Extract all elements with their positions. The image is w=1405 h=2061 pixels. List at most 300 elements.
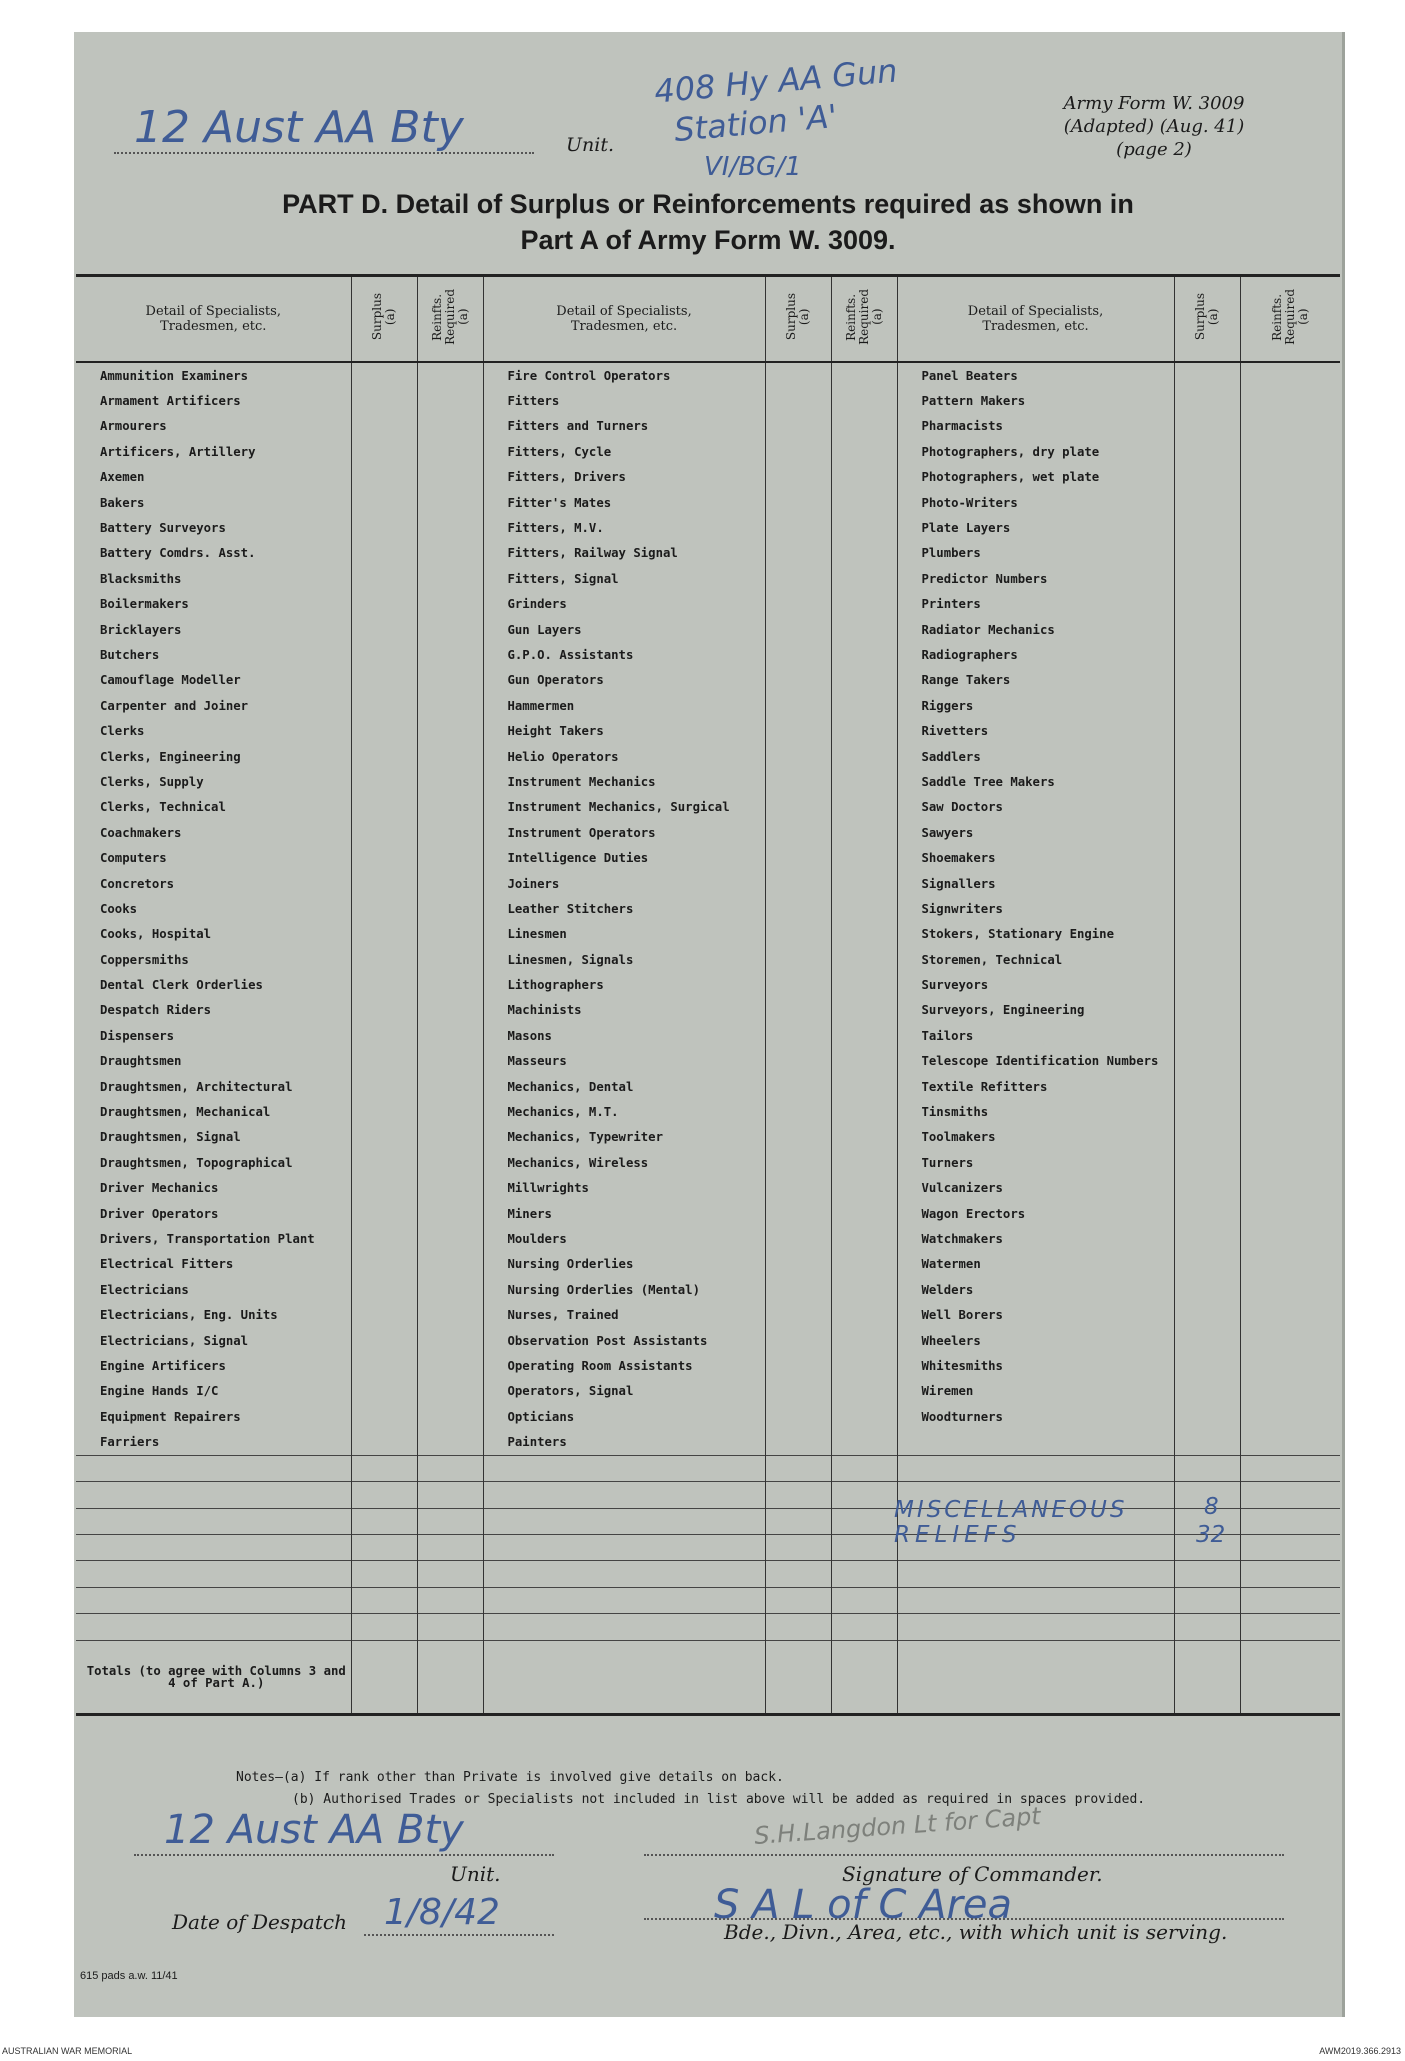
reinfts-cell[interactable]: [417, 769, 483, 794]
surplus-cell[interactable]: [1174, 1049, 1240, 1074]
blank-cell[interactable]: [1240, 1561, 1340, 1587]
surplus-cell[interactable]: [1174, 947, 1240, 972]
surplus-cell[interactable]: [1174, 1353, 1240, 1378]
blank-cell[interactable]: [76, 1587, 351, 1613]
reinfts-cell[interactable]: [1240, 1150, 1340, 1175]
reinfts-cell[interactable]: [1240, 1302, 1340, 1327]
surplus-cell[interactable]: [351, 972, 417, 997]
surplus-cell[interactable]: [351, 1302, 417, 1327]
surplus-cell[interactable]: [351, 1150, 417, 1175]
reinfts-cell[interactable]: [831, 414, 897, 439]
reinfts-cell[interactable]: [417, 1379, 483, 1404]
reinfts-cell[interactable]: [831, 972, 897, 997]
surplus-cell[interactable]: [1174, 1074, 1240, 1099]
reinfts-cell[interactable]: [1240, 439, 1340, 464]
reinfts-cell[interactable]: [1240, 744, 1340, 769]
reinfts-cell[interactable]: [417, 795, 483, 820]
reinfts-cell[interactable]: [1240, 592, 1340, 617]
totals-cell[interactable]: [483, 1640, 765, 1714]
surplus-cell[interactable]: [1174, 1023, 1240, 1048]
reinfts-cell[interactable]: [417, 845, 483, 870]
surplus-cell[interactable]: [1174, 1099, 1240, 1124]
totals-cell[interactable]: [351, 1640, 417, 1714]
reinfts-cell[interactable]: [1240, 1023, 1340, 1048]
blank-cell[interactable]: [483, 1455, 765, 1481]
blank-cell[interactable]: [351, 1455, 417, 1481]
surplus-cell[interactable]: [765, 769, 831, 794]
surplus-cell[interactable]: [765, 1049, 831, 1074]
reinfts-cell[interactable]: [1240, 972, 1340, 997]
reinfts-cell[interactable]: [1240, 465, 1340, 490]
reinfts-cell[interactable]: [1240, 947, 1340, 972]
totals-cell[interactable]: [1174, 1640, 1240, 1714]
blank-cell[interactable]: [1174, 1455, 1240, 1481]
reinfts-cell[interactable]: [831, 1176, 897, 1201]
reinfts-cell[interactable]: [831, 1252, 897, 1277]
reinfts-cell[interactable]: [1240, 1226, 1340, 1251]
reinfts-cell[interactable]: [831, 515, 897, 540]
reinfts-cell[interactable]: [417, 1353, 483, 1378]
reinfts-cell[interactable]: [417, 592, 483, 617]
surplus-cell[interactable]: [1174, 617, 1240, 642]
blank-cell[interactable]: [1174, 1614, 1240, 1640]
surplus-cell[interactable]: [765, 1074, 831, 1099]
reinfts-cell[interactable]: [831, 1328, 897, 1353]
surplus-cell[interactable]: [765, 465, 831, 490]
reinfts-cell[interactable]: [831, 566, 897, 591]
blank-cell[interactable]: [351, 1614, 417, 1640]
reinfts-cell[interactable]: [1240, 1049, 1340, 1074]
reinfts-cell[interactable]: [831, 744, 897, 769]
reinfts-cell[interactable]: [831, 947, 897, 972]
surplus-cell[interactable]: [1174, 795, 1240, 820]
blank-cell[interactable]: [831, 1561, 897, 1587]
blank-cell[interactable]: [831, 1534, 897, 1560]
reinfts-cell[interactable]: [417, 1302, 483, 1327]
blank-cell[interactable]: [1240, 1482, 1340, 1508]
reinfts-cell[interactable]: [417, 642, 483, 667]
surplus-cell[interactable]: [351, 541, 417, 566]
reinfts-cell[interactable]: [417, 1049, 483, 1074]
reinfts-cell[interactable]: [417, 871, 483, 896]
blank-cell[interactable]: [351, 1482, 417, 1508]
surplus-cell[interactable]: [351, 388, 417, 413]
reinfts-cell[interactable]: [831, 820, 897, 845]
surplus-cell[interactable]: [765, 947, 831, 972]
surplus-cell[interactable]: [765, 1404, 831, 1429]
blank-cell[interactable]: [76, 1508, 351, 1534]
reinfts-cell[interactable]: [417, 896, 483, 921]
reinfts-cell[interactable]: [831, 362, 897, 388]
surplus-cell[interactable]: [1174, 1379, 1240, 1404]
blank-cell[interactable]: [765, 1508, 831, 1534]
blank-cell[interactable]: [765, 1534, 831, 1560]
reinfts-cell[interactable]: [1240, 388, 1340, 413]
reinfts-cell[interactable]: [831, 1379, 897, 1404]
reinfts-cell[interactable]: [1240, 922, 1340, 947]
reinfts-cell[interactable]: [831, 1353, 897, 1378]
reinfts-cell[interactable]: [417, 1252, 483, 1277]
surplus-cell[interactable]: [351, 1277, 417, 1302]
surplus-cell[interactable]: [765, 1429, 831, 1455]
reinfts-cell[interactable]: [831, 845, 897, 870]
reinfts-cell[interactable]: [831, 922, 897, 947]
reinfts-cell[interactable]: [1240, 1125, 1340, 1150]
blank-cell[interactable]: [76, 1482, 351, 1508]
surplus-cell[interactable]: [351, 617, 417, 642]
surplus-cell[interactable]: [351, 820, 417, 845]
reinfts-cell[interactable]: [831, 465, 897, 490]
surplus-cell[interactable]: [765, 439, 831, 464]
reinfts-cell[interactable]: [417, 1277, 483, 1302]
blank-cell[interactable]: [1240, 1614, 1340, 1640]
reinfts-cell[interactable]: [1240, 998, 1340, 1023]
reinfts-cell[interactable]: [831, 642, 897, 667]
reinfts-cell[interactable]: [417, 1176, 483, 1201]
blank-cell[interactable]: [351, 1534, 417, 1560]
surplus-cell[interactable]: [765, 1379, 831, 1404]
surplus-cell[interactable]: [765, 617, 831, 642]
blank-cell[interactable]: [417, 1455, 483, 1481]
reinfts-cell[interactable]: [1240, 896, 1340, 921]
reinfts-cell[interactable]: [417, 439, 483, 464]
surplus-cell[interactable]: [1174, 515, 1240, 540]
surplus-cell[interactable]: [351, 845, 417, 870]
surplus-cell[interactable]: [1174, 1150, 1240, 1175]
reinfts-cell[interactable]: [417, 617, 483, 642]
surplus-cell[interactable]: [351, 414, 417, 439]
surplus-cell[interactable]: [1174, 693, 1240, 718]
surplus-cell[interactable]: [351, 693, 417, 718]
reinfts-cell[interactable]: [831, 1404, 897, 1429]
reinfts-cell[interactable]: [417, 972, 483, 997]
surplus-cell[interactable]: [1174, 1252, 1240, 1277]
blank-cell[interactable]: [831, 1614, 897, 1640]
blank-cell[interactable]: [1240, 1587, 1340, 1613]
blank-cell[interactable]: [1240, 1534, 1340, 1560]
surplus-cell[interactable]: [351, 1404, 417, 1429]
reinfts-cell[interactable]: [831, 617, 897, 642]
reinfts-cell[interactable]: [831, 388, 897, 413]
surplus-cell[interactable]: [351, 490, 417, 515]
reinfts-cell[interactable]: [417, 1429, 483, 1455]
reinfts-cell[interactable]: [1240, 1328, 1340, 1353]
surplus-cell[interactable]: [765, 820, 831, 845]
reinfts-cell[interactable]: [1240, 871, 1340, 896]
blank-cell[interactable]: [351, 1587, 417, 1613]
reinfts-cell[interactable]: [1240, 566, 1340, 591]
surplus-cell[interactable]: [765, 1150, 831, 1175]
reinfts-cell[interactable]: [831, 668, 897, 693]
blank-cell[interactable]: [1240, 1508, 1340, 1534]
reinfts-cell[interactable]: [417, 388, 483, 413]
surplus-cell[interactable]: [351, 1379, 417, 1404]
reinfts-cell[interactable]: [1240, 668, 1340, 693]
surplus-cell[interactable]: [1174, 465, 1240, 490]
blank-cell[interactable]: [483, 1587, 765, 1613]
surplus-cell[interactable]: [765, 693, 831, 718]
reinfts-cell[interactable]: [831, 1226, 897, 1251]
reinfts-cell[interactable]: [1240, 795, 1340, 820]
reinfts-cell[interactable]: [831, 1125, 897, 1150]
blank-cell[interactable]: [351, 1561, 417, 1587]
blank-cell[interactable]: [765, 1561, 831, 1587]
surplus-cell[interactable]: [1174, 871, 1240, 896]
blank-cell[interactable]: [417, 1587, 483, 1613]
surplus-cell[interactable]: [1174, 566, 1240, 591]
reinfts-cell[interactable]: [417, 541, 483, 566]
surplus-cell[interactable]: [351, 769, 417, 794]
surplus-cell[interactable]: [351, 642, 417, 667]
totals-cell[interactable]: [1240, 1640, 1340, 1714]
reinfts-cell[interactable]: [417, 465, 483, 490]
reinfts-cell[interactable]: [1240, 845, 1340, 870]
surplus-cell[interactable]: [351, 947, 417, 972]
surplus-cell[interactable]: [765, 490, 831, 515]
surplus-cell[interactable]: [765, 1252, 831, 1277]
reinfts-cell[interactable]: [417, 1074, 483, 1099]
reinfts-cell[interactable]: [417, 820, 483, 845]
surplus-cell[interactable]: [1174, 1277, 1240, 1302]
surplus-cell[interactable]: [1174, 439, 1240, 464]
reinfts-cell[interactable]: [831, 1429, 897, 1455]
surplus-cell[interactable]: [351, 1201, 417, 1226]
blank-cell[interactable]: [831, 1587, 897, 1613]
reinfts-cell[interactable]: [417, 1150, 483, 1175]
reinfts-cell[interactable]: [417, 718, 483, 743]
surplus-cell[interactable]: [351, 515, 417, 540]
surplus-cell[interactable]: [765, 541, 831, 566]
surplus-cell[interactable]: [765, 1226, 831, 1251]
surplus-cell[interactable]: [1174, 490, 1240, 515]
surplus-cell[interactable]: [1174, 1429, 1240, 1455]
reinfts-cell[interactable]: [417, 566, 483, 591]
reinfts-cell[interactable]: [1240, 414, 1340, 439]
surplus-cell[interactable]: [1174, 1125, 1240, 1150]
blank-cell[interactable]: [417, 1482, 483, 1508]
reinfts-cell[interactable]: [831, 1302, 897, 1327]
surplus-cell[interactable]: [1174, 845, 1240, 870]
reinfts-cell[interactable]: [831, 1201, 897, 1226]
blank-cell[interactable]: [831, 1455, 897, 1481]
surplus-cell[interactable]: [765, 1201, 831, 1226]
reinfts-cell[interactable]: [417, 1023, 483, 1048]
surplus-cell[interactable]: [351, 718, 417, 743]
surplus-cell[interactable]: [765, 871, 831, 896]
surplus-cell[interactable]: [1174, 922, 1240, 947]
blank-cell[interactable]: [417, 1508, 483, 1534]
reinfts-cell[interactable]: [1240, 541, 1340, 566]
blank-cell[interactable]: [765, 1482, 831, 1508]
reinfts-cell[interactable]: [417, 668, 483, 693]
blank-cell[interactable]: [417, 1534, 483, 1560]
reinfts-cell[interactable]: [417, 362, 483, 388]
surplus-cell[interactable]: [765, 998, 831, 1023]
surplus-cell[interactable]: [765, 845, 831, 870]
surplus-cell[interactable]: [351, 1226, 417, 1251]
reinfts-cell[interactable]: [1240, 1099, 1340, 1124]
surplus-cell[interactable]: [351, 668, 417, 693]
reinfts-cell[interactable]: [417, 490, 483, 515]
reinfts-cell[interactable]: [417, 744, 483, 769]
surplus-cell[interactable]: [1174, 718, 1240, 743]
totals-cell[interactable]: [897, 1640, 1174, 1714]
blank-cell[interactable]: [897, 1561, 1174, 1587]
reinfts-cell[interactable]: [417, 1404, 483, 1429]
reinfts-cell[interactable]: [1240, 1176, 1340, 1201]
surplus-cell[interactable]: [765, 515, 831, 540]
surplus-cell[interactable]: [1174, 896, 1240, 921]
reinfts-cell[interactable]: [831, 541, 897, 566]
surplus-cell[interactable]: [351, 566, 417, 591]
reinfts-cell[interactable]: [831, 896, 897, 921]
blank-cell[interactable]: [765, 1455, 831, 1481]
surplus-cell[interactable]: [765, 1328, 831, 1353]
blank-cell[interactable]: [1174, 1587, 1240, 1613]
surplus-cell[interactable]: [351, 465, 417, 490]
surplus-cell[interactable]: [765, 718, 831, 743]
reinfts-cell[interactable]: [831, 1099, 897, 1124]
surplus-cell[interactable]: [1174, 1328, 1240, 1353]
reinfts-cell[interactable]: [1240, 515, 1340, 540]
reinfts-cell[interactable]: [1240, 1379, 1340, 1404]
surplus-cell[interactable]: [1174, 668, 1240, 693]
surplus-cell[interactable]: [1174, 998, 1240, 1023]
blank-cell[interactable]: [1174, 1561, 1240, 1587]
reinfts-cell[interactable]: [417, 998, 483, 1023]
surplus-cell[interactable]: [1174, 1176, 1240, 1201]
surplus-cell[interactable]: [1174, 414, 1240, 439]
reinfts-cell[interactable]: [1240, 362, 1340, 388]
blank-cell[interactable]: [831, 1508, 897, 1534]
surplus-cell[interactable]: [351, 1023, 417, 1048]
surplus-cell[interactable]: [765, 1302, 831, 1327]
surplus-cell[interactable]: [1174, 388, 1240, 413]
reinfts-cell[interactable]: [831, 871, 897, 896]
reinfts-cell[interactable]: [417, 1125, 483, 1150]
reinfts-cell[interactable]: [1240, 1201, 1340, 1226]
surplus-cell[interactable]: [351, 1074, 417, 1099]
reinfts-cell[interactable]: [831, 795, 897, 820]
blank-cell[interactable]: [897, 1455, 1174, 1481]
surplus-cell[interactable]: [1174, 769, 1240, 794]
surplus-cell[interactable]: [351, 1176, 417, 1201]
totals-cell[interactable]: [417, 1640, 483, 1714]
surplus-cell[interactable]: [765, 1125, 831, 1150]
reinfts-cell[interactable]: [831, 592, 897, 617]
reinfts-cell[interactable]: [1240, 642, 1340, 667]
blank-cell[interactable]: [351, 1508, 417, 1534]
blank-cell[interactable]: [483, 1561, 765, 1587]
blank-cell[interactable]: [897, 1614, 1174, 1640]
blank-cell[interactable]: [897, 1587, 1174, 1613]
surplus-cell[interactable]: [1174, 744, 1240, 769]
surplus-cell[interactable]: [765, 388, 831, 413]
blank-cell[interactable]: [1240, 1455, 1340, 1481]
totals-cell[interactable]: [831, 1640, 897, 1714]
blank-cell[interactable]: [831, 1482, 897, 1508]
surplus-cell[interactable]: [351, 1328, 417, 1353]
reinfts-cell[interactable]: [417, 922, 483, 947]
surplus-cell[interactable]: [765, 1353, 831, 1378]
reinfts-cell[interactable]: [831, 718, 897, 743]
reinfts-cell[interactable]: [1240, 769, 1340, 794]
surplus-cell[interactable]: [351, 1099, 417, 1124]
reinfts-cell[interactable]: [831, 490, 897, 515]
blank-cell[interactable]: [76, 1534, 351, 1560]
surplus-cell[interactable]: [1174, 592, 1240, 617]
surplus-cell[interactable]: [765, 566, 831, 591]
reinfts-cell[interactable]: [417, 515, 483, 540]
reinfts-cell[interactable]: [831, 998, 897, 1023]
blank-cell[interactable]: [765, 1587, 831, 1613]
reinfts-cell[interactable]: [831, 769, 897, 794]
reinfts-cell[interactable]: [417, 1226, 483, 1251]
reinfts-cell[interactable]: [831, 1150, 897, 1175]
surplus-cell[interactable]: [351, 1125, 417, 1150]
surplus-cell[interactable]: [351, 1353, 417, 1378]
blank-cell[interactable]: [76, 1561, 351, 1587]
surplus-cell[interactable]: [351, 922, 417, 947]
blank-cell[interactable]: [483, 1534, 765, 1560]
surplus-cell[interactable]: [1174, 972, 1240, 997]
reinfts-cell[interactable]: [1240, 1074, 1340, 1099]
surplus-cell[interactable]: [1174, 820, 1240, 845]
blank-cell[interactable]: [417, 1561, 483, 1587]
blank-cell[interactable]: [483, 1614, 765, 1640]
surplus-cell[interactable]: [351, 744, 417, 769]
reinfts-cell[interactable]: [831, 1049, 897, 1074]
blank-cell[interactable]: [765, 1614, 831, 1640]
reinfts-cell[interactable]: [1240, 1404, 1340, 1429]
blank-cell[interactable]: [76, 1455, 351, 1481]
reinfts-cell[interactable]: [417, 947, 483, 972]
surplus-cell[interactable]: [351, 362, 417, 388]
reinfts-cell[interactable]: [1240, 1429, 1340, 1455]
surplus-cell[interactable]: [765, 414, 831, 439]
reinfts-cell[interactable]: [417, 1328, 483, 1353]
surplus-cell[interactable]: [1174, 362, 1240, 388]
surplus-cell[interactable]: [765, 1277, 831, 1302]
surplus-cell[interactable]: [765, 744, 831, 769]
surplus-cell[interactable]: [765, 1023, 831, 1048]
reinfts-cell[interactable]: [831, 1074, 897, 1099]
reinfts-cell[interactable]: [1240, 693, 1340, 718]
surplus-cell[interactable]: [351, 795, 417, 820]
reinfts-cell[interactable]: [1240, 617, 1340, 642]
reinfts-cell[interactable]: [1240, 718, 1340, 743]
surplus-cell[interactable]: [351, 439, 417, 464]
surplus-cell[interactable]: [765, 896, 831, 921]
surplus-cell[interactable]: [351, 592, 417, 617]
reinfts-cell[interactable]: [417, 1099, 483, 1124]
surplus-cell[interactable]: [765, 922, 831, 947]
reinfts-cell[interactable]: [1240, 490, 1340, 515]
surplus-cell[interactable]: [1174, 1201, 1240, 1226]
surplus-cell[interactable]: [1174, 1226, 1240, 1251]
surplus-cell[interactable]: [351, 1049, 417, 1074]
reinfts-cell[interactable]: [831, 693, 897, 718]
surplus-cell[interactable]: [1174, 1404, 1240, 1429]
surplus-cell[interactable]: [765, 362, 831, 388]
surplus-cell[interactable]: [351, 998, 417, 1023]
surplus-cell[interactable]: [765, 592, 831, 617]
surplus-cell[interactable]: [1174, 541, 1240, 566]
surplus-cell[interactable]: [765, 642, 831, 667]
surplus-cell[interactable]: [765, 795, 831, 820]
blank-cell[interactable]: [483, 1508, 765, 1534]
blank-cell[interactable]: [76, 1614, 351, 1640]
